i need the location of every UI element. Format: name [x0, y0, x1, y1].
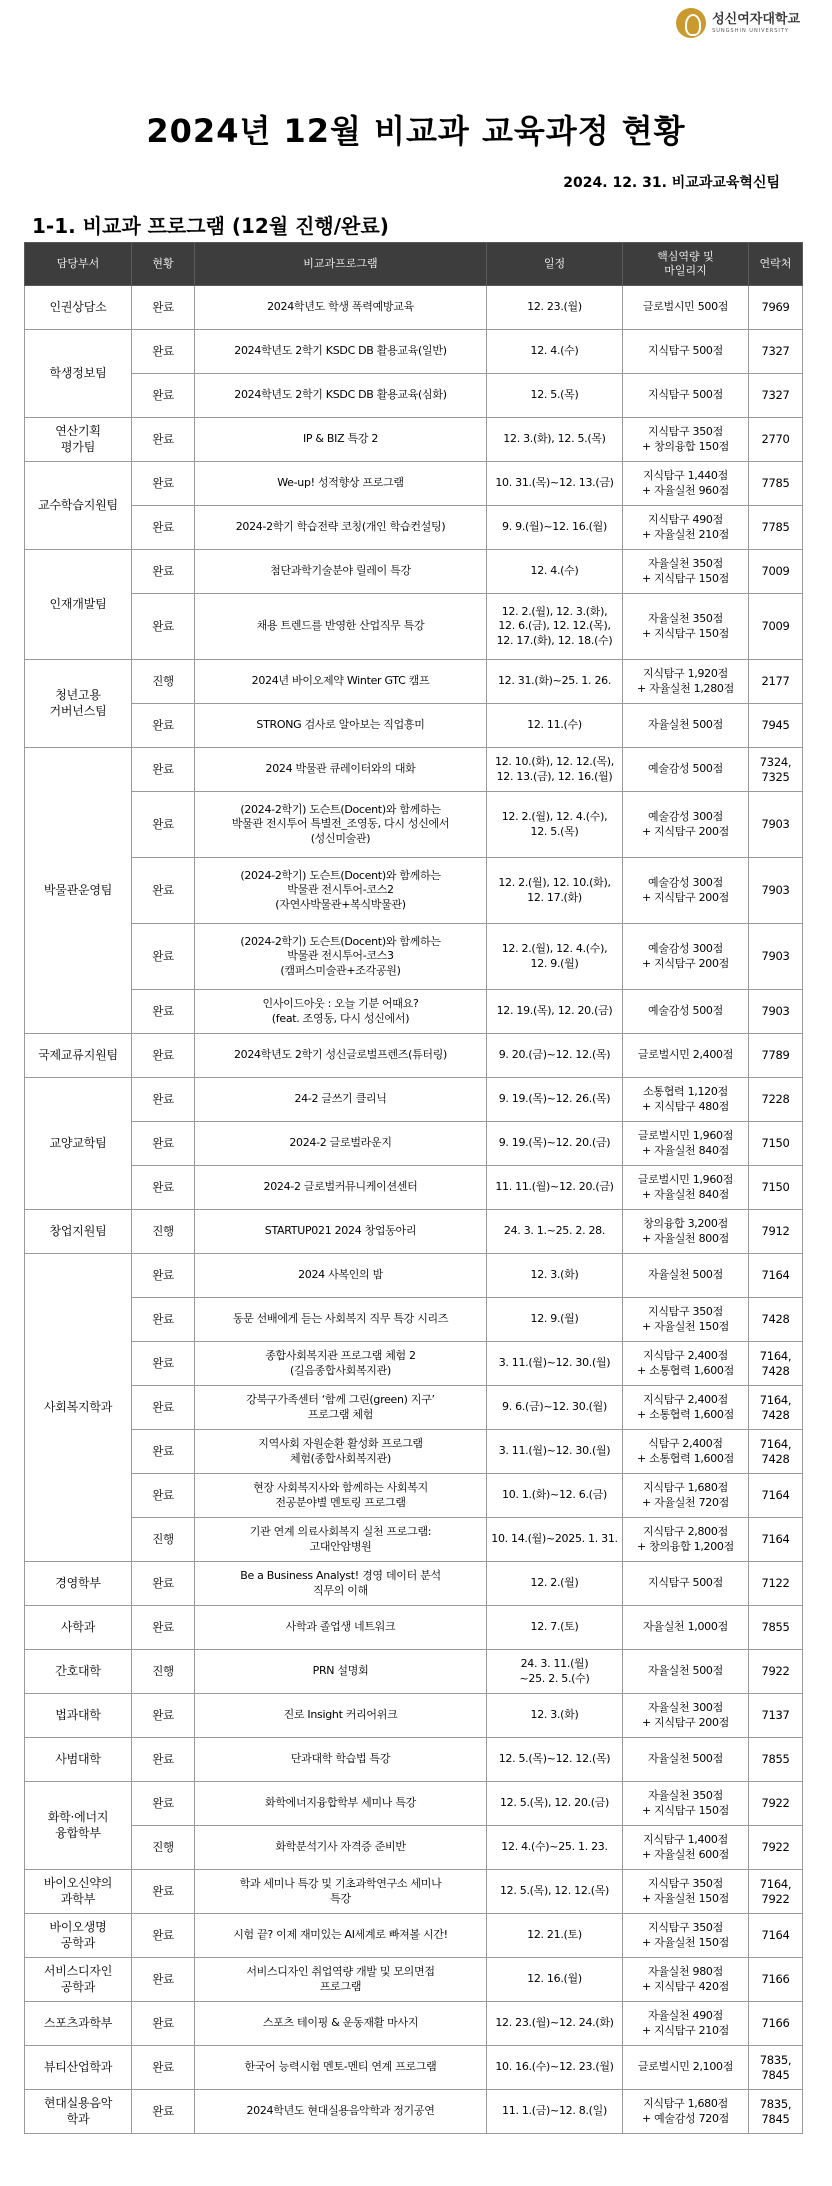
status-cell: 완료 [132, 1694, 195, 1738]
table-row [25, 374, 803, 418]
contact-cell: 7969 [749, 286, 803, 330]
contact-cell: 7166 [749, 2002, 803, 2046]
university-logo [676, 8, 800, 38]
status-cell: 완료 [132, 1782, 195, 1826]
status-cell: 진행 [132, 1650, 195, 1694]
schedule-cell: 3. 11.(월)~12. 30.(월) [487, 1342, 623, 1386]
table-row [25, 1430, 803, 1474]
header-program: 비교과프로그램 [195, 243, 487, 286]
status-cell: 완료 [132, 418, 195, 462]
mileage-cell: 자율실천 500점 [623, 1254, 749, 1298]
program-cell: 한국어 능력시험 멘토-멘티 연계 프로그램 [195, 2046, 487, 2090]
mileage-cell: 지식탐구 1,400점 + 자율실천 600점 [623, 1826, 749, 1870]
mileage-cell: 지식탐구 1,920점 + 자율실천 1,280점 [623, 660, 749, 704]
contact-cell: 7789 [749, 1034, 803, 1078]
status-cell: 진행 [132, 1210, 195, 1254]
contact-cell: 7835, 7845 [749, 2046, 803, 2090]
table-row [25, 990, 803, 1034]
schedule-cell: 10. 16.(수)~12. 23.(월) [487, 2046, 623, 2090]
mileage-cell: 자율실천 500점 [623, 1650, 749, 1694]
dept-cell: 사학과 [25, 1606, 132, 1650]
mileage-cell: 예술감성 300점 + 지식탐구 200점 [623, 858, 749, 924]
schedule-cell: 12. 23.(월) [487, 286, 623, 330]
contact-cell: 7164 [749, 1254, 803, 1298]
contact-cell: 7327 [749, 374, 803, 418]
dept-cell: 뷰티산업학과 [25, 2046, 132, 2090]
schedule-cell: 10. 1.(화)~12. 6.(금) [487, 1474, 623, 1518]
status-cell: 완료 [132, 792, 195, 858]
program-cell: 24-2 글쓰기 클리닉 [195, 1078, 487, 1122]
contact-cell: 7922 [749, 1782, 803, 1826]
program-cell: 2024-2 글로벌라운지 [195, 1122, 487, 1166]
section-title: 1-1. 비교과 프로그램 (12월 진행/완료) [32, 214, 389, 238]
mileage-cell: 글로벌시민 1,960점 + 자율실천 840점 [623, 1122, 749, 1166]
program-cell: 2024학년도 학생 폭력예방교육 [195, 286, 487, 330]
program-cell: 화학분석기사 자격증 준비반 [195, 1826, 487, 1870]
schedule-cell: 12. 5.(목), 12. 20.(금) [487, 1782, 623, 1826]
contact-cell: 7164, 7922 [749, 1870, 803, 1914]
schedule-cell: 9. 19.(목)~12. 26.(목) [487, 1078, 623, 1122]
table-row [25, 1342, 803, 1386]
table-row [25, 1254, 803, 1298]
contact-cell: 7903 [749, 990, 803, 1034]
mileage-cell: 지식탐구 490점 + 자율실천 210점 [623, 506, 749, 550]
contact-cell: 7324, 7325 [749, 748, 803, 792]
program-cell: 강북구가족센터 ‘함께 그린(green) 지구’ 프로그램 체험 [195, 1386, 487, 1430]
schedule-cell: 9. 6.(금)~12. 30.(월) [487, 1386, 623, 1430]
program-cell: 시험 끝? 이제 재미있는 AI세계로 빠져볼 시간! [195, 1914, 487, 1958]
status-cell: 진행 [132, 660, 195, 704]
schedule-cell: 12. 5.(목), 12. 12.(목) [487, 1870, 623, 1914]
program-cell: 사학과 졸업생 네트워크 [195, 1606, 487, 1650]
contact-cell: 7945 [749, 704, 803, 748]
mileage-cell: 소통협력 1,120점 + 지식탐구 480점 [623, 1078, 749, 1122]
program-cell: 진로 Insight 커리어위크 [195, 1694, 487, 1738]
table-row [25, 506, 803, 550]
schedule-cell: 12. 10.(화), 12. 12.(목), 12. 13.(금), 12. 16.(월) [487, 748, 623, 792]
table-row [25, 330, 803, 374]
program-cell: 채용 트렌드를 반영한 산업직무 특강 [195, 594, 487, 660]
dept-cell: 창업지원팀 [25, 1210, 132, 1254]
logo-name-ko: 성신여자대학교 [712, 11, 800, 27]
schedule-cell: 12. 7.(토) [487, 1606, 623, 1650]
status-cell: 완료 [132, 286, 195, 330]
status-cell: 완료 [132, 594, 195, 660]
mileage-cell: 지식탐구 2,400점 + 소통협력 1,600점 [623, 1342, 749, 1386]
table-row [25, 418, 803, 462]
program-cell: 2024학년도 2학기 KSDC DB 활용교육(심화) [195, 374, 487, 418]
schedule-cell: 12. 3.(화) [487, 1694, 623, 1738]
table-row [25, 1650, 803, 1694]
status-cell: 완료 [132, 748, 195, 792]
table-row [25, 1562, 803, 1606]
table-row [25, 462, 803, 506]
program-cell: 2024-2 글로벌커뮤니케이션센터 [195, 1166, 487, 1210]
table-row [25, 704, 803, 748]
contact-cell: 7903 [749, 792, 803, 858]
program-cell: 2024학년도 2학기 성신글로벌프렌즈(튜터링) [195, 1034, 487, 1078]
table-row [25, 1914, 803, 1958]
program-cell: 종합사회복지관 프로그램 체험 2 (길음종합사회복지관) [195, 1342, 487, 1386]
status-cell: 완료 [132, 1298, 195, 1342]
status-cell: 완료 [132, 1254, 195, 1298]
mileage-cell: 지식탐구 350점 + 창의융합 150점 [623, 418, 749, 462]
table-row [25, 924, 803, 990]
mileage-cell: 지식탐구 500점 [623, 330, 749, 374]
program-cell: 서비스디자인 취업역량 개발 및 모의면접 프로그램 [195, 1958, 487, 2002]
mileage-cell: 자율실천 350점 + 지식탐구 150점 [623, 1782, 749, 1826]
document-date-team: 2024. 12. 31. 비교과교육혁신팀 [563, 175, 780, 191]
contact-cell: 7228 [749, 1078, 803, 1122]
contact-cell: 7150 [749, 1122, 803, 1166]
status-cell: 진행 [132, 1518, 195, 1562]
header-contact: 연락처 [749, 243, 803, 286]
program-cell: (2024-2학기) 도슨트(Docent)와 함께하는 박물관 전시투어 특별전_조영동, 다시 성신에서 (성신미술관) [195, 792, 487, 858]
table-row [25, 792, 803, 858]
dept-cell: 스포츠과학부 [25, 2002, 132, 2046]
schedule-cell: 12. 21.(토) [487, 1914, 623, 1958]
mileage-cell: 지식탐구 350점 + 자율실천 150점 [623, 1870, 749, 1914]
schedule-cell: 12. 2.(월), 12. 3.(화), 12. 6.(금), 12. 12.(목), 12. 17.(화), 12. 18.(수) [487, 594, 623, 660]
table-row [25, 1826, 803, 1870]
schedule-cell: 12. 9.(월) [487, 1298, 623, 1342]
mileage-cell: 지식탐구 350점 + 자율실천 150점 [623, 1298, 749, 1342]
status-cell: 완료 [132, 1430, 195, 1474]
table-row [25, 1166, 803, 1210]
schedule-cell: 9. 19.(목)~12. 20.(금) [487, 1122, 623, 1166]
table-row [25, 1870, 803, 1914]
status-cell: 완료 [132, 1386, 195, 1430]
table-row [25, 2002, 803, 2046]
contact-cell: 7903 [749, 858, 803, 924]
schedule-cell: 12. 31.(화)~25. 1. 26. [487, 660, 623, 704]
contact-cell: 7150 [749, 1166, 803, 1210]
table-row [25, 1034, 803, 1078]
mileage-cell: 글로벌시민 2,400점 [623, 1034, 749, 1078]
mileage-cell: 식탐구 2,400점 + 소통협력 1,600점 [623, 1430, 749, 1474]
schedule-cell: 12. 5.(목)~12. 12.(목) [487, 1738, 623, 1782]
schedule-cell: 12. 4.(수) [487, 550, 623, 594]
dept-cell: 바이오신약의 과학부 [25, 1870, 132, 1914]
contact-cell: 7855 [749, 1738, 803, 1782]
contact-cell: 7428 [749, 1298, 803, 1342]
schedule-cell: 12. 2.(월) [487, 1562, 623, 1606]
program-cell: 학과 세미나 특강 및 기초과학연구소 세미나 특강 [195, 1870, 487, 1914]
mileage-cell: 지식탐구 1,680점 + 예술감성 720점 [623, 2090, 749, 2134]
schedule-cell: 11. 1.(금)~12. 8.(일) [487, 2090, 623, 2134]
schedule-cell: 10. 31.(목)~12. 13.(금) [487, 462, 623, 506]
contact-cell: 7835, 7845 [749, 2090, 803, 2134]
contact-cell: 7164 [749, 1914, 803, 1958]
table-row [25, 594, 803, 660]
status-cell: 완료 [132, 462, 195, 506]
mileage-cell: 예술감성 300점 + 지식탐구 200점 [623, 792, 749, 858]
dept-cell: 화학·에너지 융합학부 [25, 1782, 132, 1870]
dept-cell: 교양교학팀 [25, 1078, 132, 1210]
program-cell: 2024 박물관 큐레이터와의 대화 [195, 748, 487, 792]
table-row [25, 1694, 803, 1738]
schedule-cell: 12. 2.(월), 12. 4.(수), 12. 5.(목) [487, 792, 623, 858]
program-cell: 동문 선배에게 듣는 사회복지 직무 특강 시리즈 [195, 1298, 487, 1342]
schedule-cell: 12. 5.(목) [487, 374, 623, 418]
table-row [25, 1298, 803, 1342]
status-cell: 완료 [132, 990, 195, 1034]
program-cell: 2024학년도 현대실용음악학과 정기공연 [195, 2090, 487, 2134]
table-body [25, 286, 803, 2134]
contact-cell: 7164 [749, 1518, 803, 1562]
table-row [25, 1738, 803, 1782]
mileage-cell: 자율실천 1,000점 [623, 1606, 749, 1650]
mileage-cell: 글로벌시민 2,100점 [623, 2046, 749, 2090]
contact-cell: 7164 [749, 1474, 803, 1518]
schedule-cell: 12. 23.(월)~12. 24.(화) [487, 2002, 623, 2046]
mileage-cell: 지식탐구 2,400점 + 소통협력 1,600점 [623, 1386, 749, 1430]
dept-cell: 바이오생명 공학과 [25, 1914, 132, 1958]
program-cell: 2024학년도 2학기 KSDC DB 활용교육(일반) [195, 330, 487, 374]
mileage-cell: 예술감성 500점 [623, 748, 749, 792]
status-cell: 완료 [132, 1474, 195, 1518]
schedule-cell: 12. 2.(월), 12. 10.(화), 12. 17.(화) [487, 858, 623, 924]
mileage-cell: 예술감성 500점 [623, 990, 749, 1034]
program-cell: 스포츠 테이핑 & 운동재활 마사지 [195, 2002, 487, 2046]
program-cell: 지역사회 자원순환 활성화 프로그램 체험(종합사회복지관) [195, 1430, 487, 1474]
schedule-cell: 10. 14.(월)~2025. 1. 31. [487, 1518, 623, 1562]
program-cell: STARTUP021 2024 창업동아리 [195, 1210, 487, 1254]
header-status: 현황 [132, 243, 195, 286]
program-cell: We-up! 성적향상 프로그램 [195, 462, 487, 506]
status-cell: 완료 [132, 1958, 195, 2002]
dept-cell: 사회복지학과 [25, 1254, 132, 1562]
mileage-cell: 지식탐구 2,800점 + 창의융합 1,200점 [623, 1518, 749, 1562]
mileage-cell: 지식탐구 1,440점 + 자율실천 960점 [623, 462, 749, 506]
contact-cell: 7785 [749, 462, 803, 506]
schedule-cell: 12. 19.(목), 12. 20.(금) [487, 990, 623, 1034]
program-cell: STRONG 검사로 알아보는 직업흥미 [195, 704, 487, 748]
status-cell: 완료 [132, 374, 195, 418]
table-row [25, 858, 803, 924]
contact-cell: 2177 [749, 660, 803, 704]
dept-cell: 경영학부 [25, 1562, 132, 1606]
status-cell: 완료 [132, 1078, 195, 1122]
table-row [25, 748, 803, 792]
header-schedule: 일정 [487, 243, 623, 286]
mileage-cell: 자율실천 300점 + 지식탐구 200점 [623, 1694, 749, 1738]
schedule-cell: 12. 3.(화), 12. 5.(목) [487, 418, 623, 462]
schedule-cell: 9. 20.(금)~12. 12.(목) [487, 1034, 623, 1078]
table-row [25, 1078, 803, 1122]
program-cell: 첨단과학기술분야 릴레이 특강 [195, 550, 487, 594]
contact-cell: 7903 [749, 924, 803, 990]
mileage-cell: 예술감성 300점 + 지식탐구 200점 [623, 924, 749, 990]
table-row [25, 1782, 803, 1826]
program-cell: (2024-2학기) 도슨트(Docent)와 함께하는 박물관 전시투어-코스2 (자연사박물관+복식박물관) [195, 858, 487, 924]
program-cell: PRN 설명회 [195, 1650, 487, 1694]
mileage-cell: 자율실천 500점 [623, 1738, 749, 1782]
schedule-cell: 12. 3.(화) [487, 1254, 623, 1298]
table-row [25, 2046, 803, 2090]
table-row [25, 550, 803, 594]
mileage-cell: 자율실천 350점 + 지식탐구 150점 [623, 550, 749, 594]
program-cell: IP & BIZ 특강 2 [195, 418, 487, 462]
schedule-cell: 12. 4.(수) [487, 330, 623, 374]
document-title: 2024년 12월 비교과 교육과정 현황 [146, 112, 686, 150]
program-cell: 인사이드아웃 : 오늘 기분 어때요? (feat. 조영동, 다시 성신에서) [195, 990, 487, 1034]
contact-cell: 7164, 7428 [749, 1386, 803, 1430]
status-cell: 완료 [132, 858, 195, 924]
table-header-row [25, 243, 803, 286]
table-row [25, 286, 803, 330]
dept-cell: 서비스디자인 공학과 [25, 1958, 132, 2002]
logo-name-en: SUNGSHIN UNIVERSITY [712, 27, 789, 34]
contact-cell: 7164, 7428 [749, 1342, 803, 1386]
table-row [25, 1210, 803, 1254]
status-cell: 진행 [132, 1826, 195, 1870]
mileage-cell: 자율실천 490점 + 지식탐구 210점 [623, 2002, 749, 2046]
mileage-cell: 글로벌시민 1,960점 + 자율실천 840점 [623, 1166, 749, 1210]
mileage-cell: 글로벌시민 500점 [623, 286, 749, 330]
contact-cell: 7122 [749, 1562, 803, 1606]
contact-cell: 7922 [749, 1826, 803, 1870]
contact-cell: 7855 [749, 1606, 803, 1650]
contact-cell: 7164, 7428 [749, 1430, 803, 1474]
status-cell: 완료 [132, 924, 195, 990]
contact-cell: 7912 [749, 1210, 803, 1254]
status-cell: 완료 [132, 2090, 195, 2134]
mileage-cell: 자율실천 500점 [623, 704, 749, 748]
status-cell: 완료 [132, 1738, 195, 1782]
table-row [25, 1122, 803, 1166]
schedule-cell: 3. 11.(월)~12. 30.(월) [487, 1430, 623, 1474]
status-cell: 완료 [132, 1166, 195, 1210]
program-cell: 2024 사복인의 밤 [195, 1254, 487, 1298]
status-cell: 완료 [132, 2002, 195, 2046]
table-row [25, 1518, 803, 1562]
schedule-cell: 12. 16.(월) [487, 1958, 623, 2002]
mileage-cell: 창의융합 3,200점 + 자율실천 800점 [623, 1210, 749, 1254]
mileage-cell: 지식탐구 500점 [623, 374, 749, 418]
mileage-cell: 지식탐구 500점 [623, 1562, 749, 1606]
header-mileage: 핵심역량 및 마일리지 [623, 243, 749, 286]
contact-cell: 7785 [749, 506, 803, 550]
schedule-cell: 12. 4.(수)~25. 1. 23. [487, 1826, 623, 1870]
program-cell: 현장 사회복지사와 함께하는 사회복지 전공분야별 멘토링 프로그램 [195, 1474, 487, 1518]
status-cell: 완료 [132, 550, 195, 594]
table-row [25, 2090, 803, 2134]
mileage-cell: 지식탐구 350점 + 자율실천 150점 [623, 1914, 749, 1958]
status-cell: 완료 [132, 1606, 195, 1650]
program-table [24, 242, 803, 2134]
table-row [25, 1386, 803, 1430]
status-cell: 완료 [132, 1870, 195, 1914]
table-row [25, 1474, 803, 1518]
table-row [25, 1606, 803, 1650]
program-cell: 단과대학 학습법 특강 [195, 1738, 487, 1782]
dept-cell: 사범대학 [25, 1738, 132, 1782]
status-cell: 완료 [132, 330, 195, 374]
status-cell: 완료 [132, 1342, 195, 1386]
dept-cell: 교수학습지원팀 [25, 462, 132, 550]
university-emblem-icon [676, 8, 706, 38]
schedule-cell: 12. 2.(월), 12. 4.(수), 12. 9.(월) [487, 924, 623, 990]
status-cell: 완료 [132, 1034, 195, 1078]
contact-cell: 2770 [749, 418, 803, 462]
header-dept: 담당부서 [25, 243, 132, 286]
contact-cell: 7009 [749, 550, 803, 594]
schedule-cell: 9. 9.(월)~12. 16.(월) [487, 506, 623, 550]
dept-cell: 청년고용 거버넌스팀 [25, 660, 132, 748]
status-cell: 완료 [132, 704, 195, 748]
contact-cell: 7922 [749, 1650, 803, 1694]
dept-cell: 박물관운영팀 [25, 748, 132, 1034]
schedule-cell: 11. 11.(월)~12. 20.(금) [487, 1166, 623, 1210]
dept-cell: 국제교류지원팀 [25, 1034, 132, 1078]
mileage-cell: 자율실천 980점 + 지식탐구 420점 [623, 1958, 749, 2002]
contact-cell: 7166 [749, 1958, 803, 2002]
program-cell: 화학에너지융합학부 세미나 특강 [195, 1782, 487, 1826]
schedule-cell: 24. 3. 11.(월) ~25. 2. 5.(수) [487, 1650, 623, 1694]
status-cell: 완료 [132, 1914, 195, 1958]
mileage-cell: 자율실천 350점 + 지식탐구 150점 [623, 594, 749, 660]
table-row [25, 660, 803, 704]
schedule-cell: 12. 11.(수) [487, 704, 623, 748]
dept-cell: 간호대학 [25, 1650, 132, 1694]
dept-cell: 인재개발팀 [25, 550, 132, 660]
program-cell: 2024-2학기 학습전략 코칭(개인 학습컨설팅) [195, 506, 487, 550]
schedule-cell: 24. 3. 1.~25. 2. 28. [487, 1210, 623, 1254]
program-cell: 기관 연계 의료사회복지 실천 프로그램: 고대안암병원 [195, 1518, 487, 1562]
contact-cell: 7327 [749, 330, 803, 374]
status-cell: 완료 [132, 1122, 195, 1166]
dept-cell: 현대실용음악 학과 [25, 2090, 132, 2134]
dept-cell: 연산기획 평가팀 [25, 418, 132, 462]
status-cell: 완료 [132, 1562, 195, 1606]
table-row [25, 1958, 803, 2002]
status-cell: 완료 [132, 2046, 195, 2090]
dept-cell: 학생정보팀 [25, 330, 132, 418]
mileage-cell: 지식탐구 1,680점 + 자율실천 720점 [623, 1474, 749, 1518]
contact-cell: 7137 [749, 1694, 803, 1738]
dept-cell: 법과대학 [25, 1694, 132, 1738]
program-cell: (2024-2학기) 도슨트(Docent)와 함께하는 박물관 전시투어-코스3 (캠퍼스미술관+조각공원) [195, 924, 487, 990]
contact-cell: 7009 [749, 594, 803, 660]
status-cell: 완료 [132, 506, 195, 550]
program-cell: Be a Business Analyst! 경영 데이터 분석 직무의 이해 [195, 1562, 487, 1606]
dept-cell: 인권상담소 [25, 286, 132, 330]
program-cell: 2024년 바이오제약 Winter GTC 캠프 [195, 660, 487, 704]
